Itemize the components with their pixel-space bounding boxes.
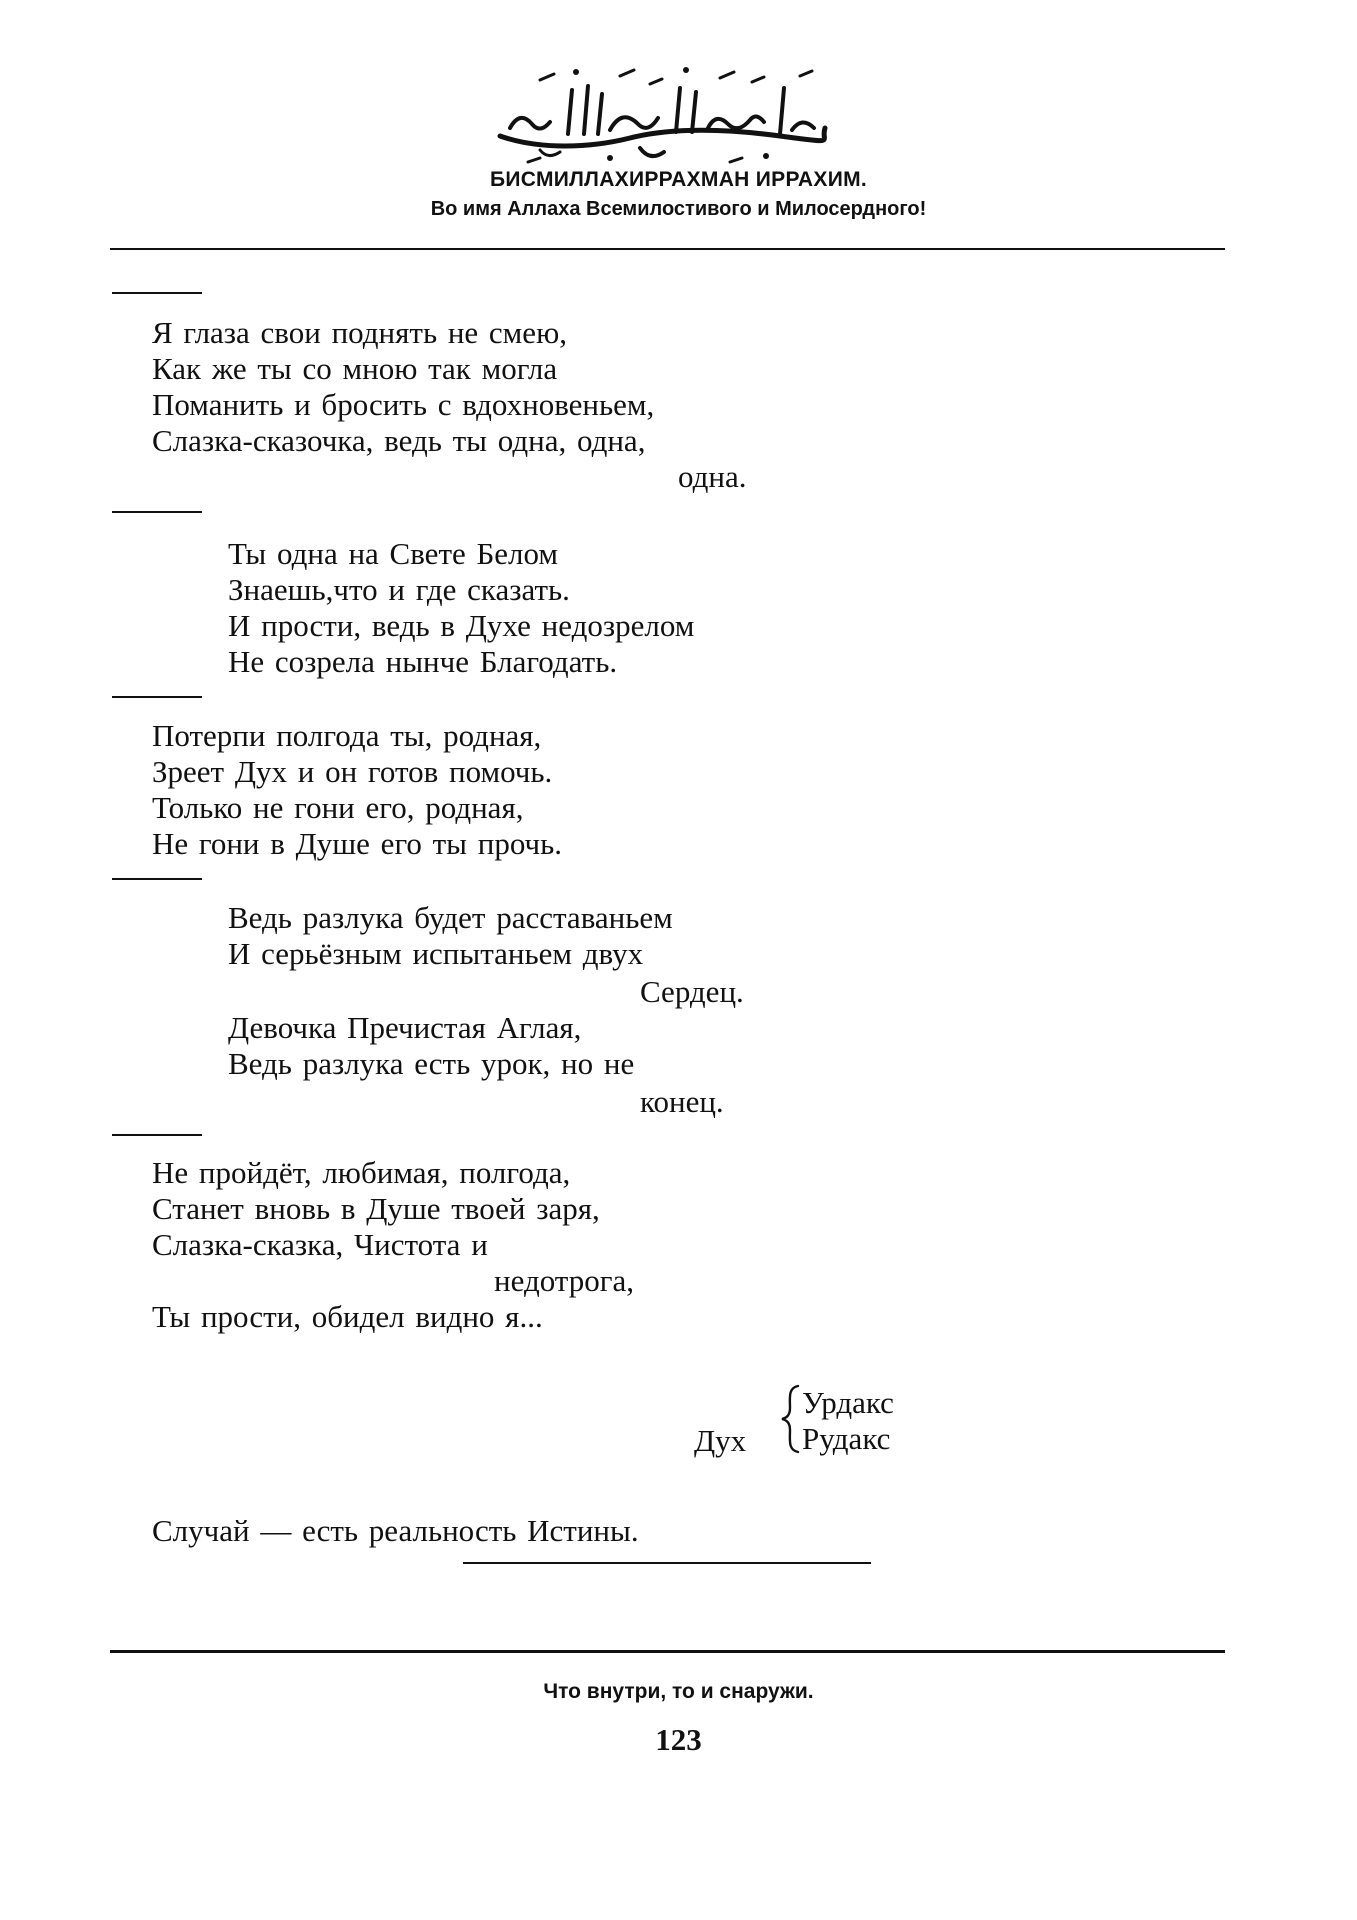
closing-divider bbox=[463, 1562, 871, 1564]
poem-line: Поманить и бросить с вдохновеньем, bbox=[152, 387, 655, 422]
poem-line: Девочка Пречистая Аглая, bbox=[228, 1010, 582, 1045]
closing-line: Случай — есть реальность Истины. bbox=[152, 1513, 639, 1548]
poem-line: Не гони в Душе его ты прочь. bbox=[152, 826, 563, 861]
footer-motto: Что внутри, то и снаружи. bbox=[543, 1680, 814, 1703]
poem-line: Слазка-сказочка, ведь ты одна, одна, bbox=[152, 423, 646, 458]
poem-line: Не созрела нынче Благодать. bbox=[228, 644, 618, 679]
poem-line: Ведь разлука будет расставаньем bbox=[228, 900, 673, 935]
poem-line-continuation: Сердец. bbox=[640, 974, 744, 1009]
stanza-dash bbox=[112, 696, 202, 698]
signature-name-2: Рудакс bbox=[802, 1421, 891, 1456]
header-subtitle: Во имя Аллаха Всемилостивого и Милосердного! bbox=[430, 198, 927, 220]
poem-line-continuation: одна. bbox=[678, 459, 747, 494]
curly-brace-icon bbox=[780, 1384, 802, 1454]
poem-line: Знаешь,что и где сказать. bbox=[228, 572, 570, 607]
poem-line: Ты одна на Свете Белом bbox=[228, 536, 559, 571]
signature-name-1: Урдакс bbox=[802, 1385, 894, 1420]
poem-line: Как же ты со мною так могла bbox=[152, 351, 558, 386]
poem-line: Слазка-сказка, Чистота и bbox=[152, 1227, 488, 1262]
stanza-dash bbox=[112, 511, 202, 513]
page-number: 123 bbox=[655, 1722, 702, 1757]
header-divider bbox=[110, 248, 1225, 250]
poem-line: Ведь разлука есть урок, но не bbox=[228, 1046, 635, 1081]
poem-line: Не пройдёт, любимая, полгода, bbox=[152, 1155, 571, 1190]
poem-line: Потерпи полгода ты, родная, bbox=[152, 718, 542, 753]
stanza-dash bbox=[112, 1134, 202, 1136]
signature-label: Дух bbox=[694, 1423, 747, 1458]
poem-line: И прости, ведь в Духе недозрелом bbox=[228, 608, 695, 643]
poem-line: И серьёзным испытаньем двух bbox=[228, 936, 644, 971]
basmala-calligraphy bbox=[480, 58, 840, 168]
stanza-dash bbox=[112, 292, 202, 294]
poem-line: Ты прости, обидел видно я... bbox=[152, 1299, 543, 1334]
poem-line: Я глаза свои поднять не смею, bbox=[152, 315, 567, 350]
header-title: БИСМИЛЛАХИРРАХМАН ИРРАХИМ. bbox=[489, 168, 868, 191]
footer-divider bbox=[110, 1650, 1225, 1653]
stanza-dash bbox=[112, 878, 202, 880]
poem-line-continuation: конец. bbox=[640, 1084, 724, 1119]
poem-line: Станет вновь в Душе твоей заря, bbox=[152, 1191, 600, 1226]
poem-line-continuation: недотрога, bbox=[494, 1263, 634, 1298]
poem-line: Зреет Дух и он готов помочь. bbox=[152, 754, 553, 789]
poem-line: Только не гони его, родная, bbox=[152, 790, 524, 825]
